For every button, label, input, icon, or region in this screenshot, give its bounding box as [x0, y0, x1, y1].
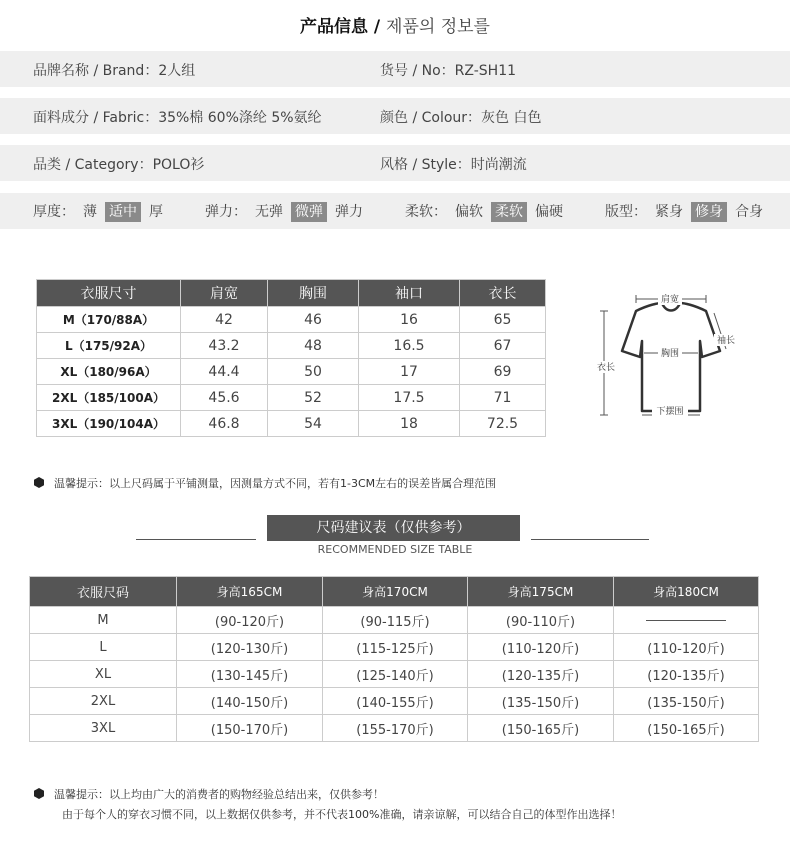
size-measurement-table: [36, 279, 546, 437]
table-cell: 50: [268, 359, 359, 385]
table-cell: (110-120斤): [468, 634, 614, 661]
attr-option-selected: 修身: [691, 202, 727, 222]
label-chest: 胸围: [660, 349, 680, 359]
table-cell: 18: [359, 411, 460, 437]
table-cell: (120-135斤): [614, 661, 759, 688]
table-row: [37, 385, 546, 411]
attr-option: 偏软: [455, 204, 483, 220]
attr-label: 柔软：: [405, 204, 447, 220]
item-number-text: 货号 / No：RZ-SH11: [380, 63, 517, 79]
attr-elasticity: [205, 201, 367, 222]
size-recommendation-table: [29, 576, 759, 742]
attr-option-selected: 适中: [105, 202, 141, 222]
table-cell: 65: [460, 307, 546, 333]
size-cell: L（175/92A）: [37, 333, 181, 359]
table-cell: 52: [268, 385, 359, 411]
table-row: [30, 715, 759, 742]
table-cell: 42: [181, 307, 268, 333]
table-row: [30, 634, 759, 661]
info-row-fabric: [0, 98, 790, 134]
recommendation-note: 由于每个人的穿衣习惯不同，以上数据仅供参考，并不代表100%准确，请亲谅解，可以结合自己的体型作出选择！: [62, 808, 622, 821]
table-row: [37, 359, 546, 385]
table-cell: 16.5: [359, 333, 460, 359]
table-header-row: [30, 577, 759, 607]
info-row-category: [0, 145, 790, 181]
attr-fit: [605, 201, 767, 222]
attr-option: 薄: [83, 204, 97, 220]
recommend-title: 尺码建议表（仅供参考）: [267, 515, 520, 541]
header-title-kr: 제품의 정보를: [386, 17, 490, 37]
column-header: 身高175CM: [468, 577, 614, 607]
size-cell: 3XL（190/104A）: [37, 411, 181, 437]
header-separator: /: [368, 17, 387, 37]
column-header: 衣服尺码: [30, 577, 177, 607]
table-cell: (110-120斤): [614, 634, 759, 661]
table-cell: 72.5: [460, 411, 546, 437]
table-cell: (155-170斤): [323, 715, 468, 742]
style-text: 风格 / Style：时尚潮流: [380, 157, 527, 173]
measurement-tip: [34, 475, 496, 491]
size-cell: 3XL: [30, 715, 177, 742]
attr-softness: [405, 201, 567, 222]
table-row: [37, 411, 546, 437]
attr-option: 弹力: [335, 204, 363, 220]
table-row: [30, 607, 759, 634]
table-row: [37, 307, 546, 333]
table-cell: 44.4: [181, 359, 268, 385]
size-cell: M（170/88A）: [37, 307, 181, 333]
table-cell: (150-165斤): [468, 715, 614, 742]
table-row: [37, 333, 546, 359]
table-cell: 69: [460, 359, 546, 385]
column-header: 肩宽: [181, 280, 268, 307]
attr-option: 无弹: [255, 204, 283, 220]
fabric-text: 面料成分 / Fabric：35%棉 60%涤纶 5%氨纶: [33, 110, 322, 126]
divider: [531, 539, 649, 540]
attribute-row: [0, 193, 790, 229]
size-cell: 2XL（185/100A）: [37, 385, 181, 411]
attr-thickness: [33, 201, 167, 222]
divider: [136, 539, 256, 540]
hexagon-bullet-icon: [34, 788, 44, 799]
attr-option: 偏硬: [535, 204, 563, 220]
table-cell: (140-155斤): [323, 688, 468, 715]
attr-option: 合身: [735, 204, 763, 220]
column-header: 衣长: [460, 280, 546, 307]
label-shoulder: 肩宽: [660, 295, 680, 305]
table-cell: 46.8: [181, 411, 268, 437]
size-cell: M: [30, 607, 177, 634]
page-header: [0, 12, 790, 37]
table-cell: (125-140斤): [323, 661, 468, 688]
table-cell: (150-170斤): [177, 715, 323, 742]
label-length: 衣长: [596, 363, 616, 373]
table-cell: 48: [268, 333, 359, 359]
table-cell: (120-135斤): [468, 661, 614, 688]
colour-text: 颜色 / Colour：灰色 白色: [380, 110, 542, 126]
column-header: 胸围: [268, 280, 359, 307]
table-cell: (135-150斤): [614, 688, 759, 715]
recommendation-tip: [34, 786, 384, 802]
table-cell: 67: [460, 333, 546, 359]
table-cell: 43.2: [181, 333, 268, 359]
size-cell: 2XL: [30, 688, 177, 715]
table-cell: (90-115斤): [323, 607, 468, 634]
table-cell: (135-150斤): [468, 688, 614, 715]
attr-label: 厚度：: [33, 204, 75, 220]
tip-text: 温馨提示：以上尺码属于平铺测量，因测量方式不同，若有1-3CM左右的误差皆属合理范围: [54, 477, 497, 490]
hexagon-bullet-icon: [34, 477, 44, 488]
brand-text: 品牌名称 / Brand：2人组: [33, 63, 196, 79]
table-cell: 46: [268, 307, 359, 333]
table-cell: 16: [359, 307, 460, 333]
table-cell: (90-120斤): [177, 607, 323, 634]
info-row-brand: [0, 51, 790, 87]
label-hem: 下摆围: [656, 407, 684, 417]
table-row: [30, 661, 759, 688]
table-cell: (115-125斤): [323, 634, 468, 661]
label-sleeve: 袖长: [716, 336, 736, 346]
table-cell: (140-150斤): [177, 688, 323, 715]
size-cell: XL: [30, 661, 177, 688]
dash-placeholder: [646, 620, 726, 621]
tshirt-measurement-diagram: [596, 291, 746, 423]
attr-option-selected: 微弹: [291, 202, 327, 222]
table-cell: (120-130斤): [177, 634, 323, 661]
column-header: 衣服尺寸: [37, 280, 181, 307]
attr-option: 厚: [149, 204, 163, 220]
table-cell-empty: [614, 607, 759, 634]
table-cell: 71: [460, 385, 546, 411]
column-header: 身高165CM: [177, 577, 323, 607]
header-title-cn: 产品信息: [300, 17, 368, 37]
attr-label: 弹力：: [205, 204, 247, 220]
table-cell: 54: [268, 411, 359, 437]
size-cell: XL（180/96A）: [37, 359, 181, 385]
column-header: 袖口: [359, 280, 460, 307]
category-text: 品类 / Category：POLO衫: [33, 157, 205, 173]
recommend-subtitle: RECOMMENDED SIZE TABLE: [317, 543, 473, 556]
table-cell: 45.6: [181, 385, 268, 411]
column-header: 身高180CM: [614, 577, 759, 607]
table-cell: (150-165斤): [614, 715, 759, 742]
attr-option: 紧身: [655, 204, 683, 220]
attr-option-selected: 柔软: [491, 202, 527, 222]
table-cell: 17.5: [359, 385, 460, 411]
table-cell: 17: [359, 359, 460, 385]
table-row: [30, 688, 759, 715]
table-cell: (130-145斤): [177, 661, 323, 688]
attr-label: 版型：: [605, 204, 647, 220]
size-cell: L: [30, 634, 177, 661]
table-cell: (90-110斤): [468, 607, 614, 634]
table-header-row: [37, 280, 546, 307]
tip-text: 温馨提示：以上均由广大的消费者的购物经验总结出来，仅供参考！: [54, 788, 384, 801]
column-header: 身高170CM: [323, 577, 468, 607]
